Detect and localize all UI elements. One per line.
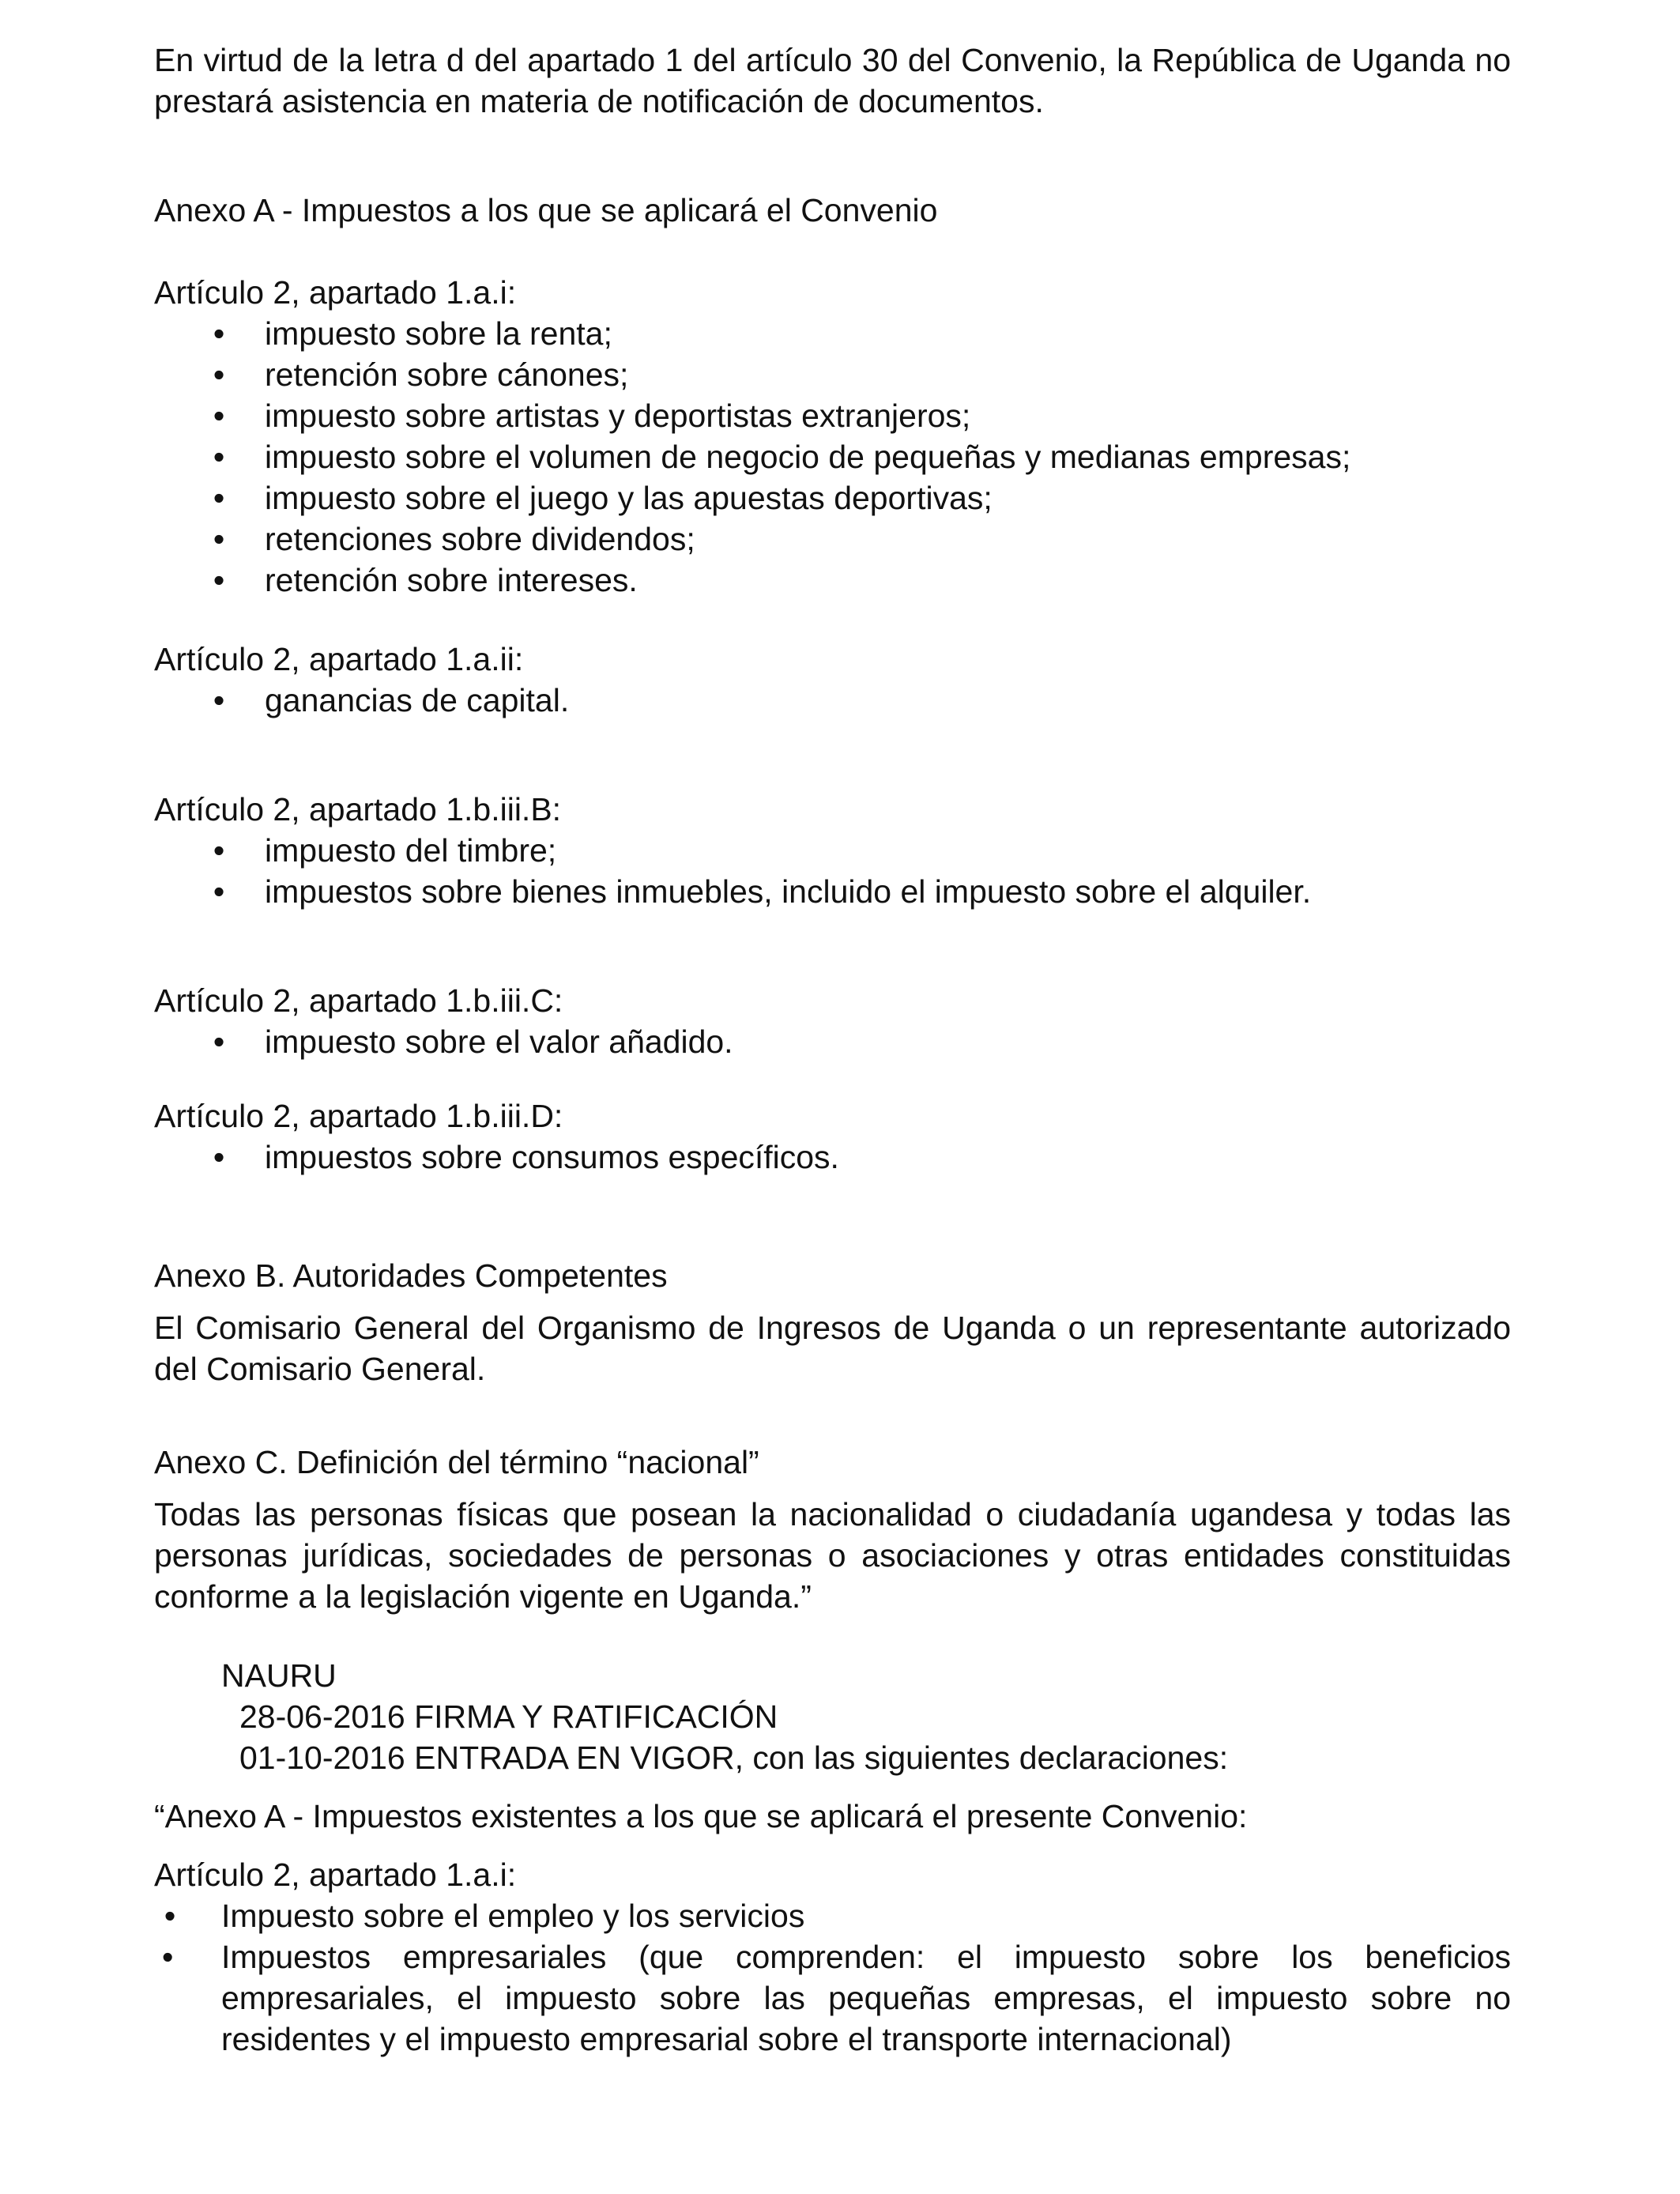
list-item: • impuestos sobre bienes inmuebles, incluido el impuesto sobre el alquiler. xyxy=(154,871,1511,912)
bullet-icon: • xyxy=(162,1939,174,1975)
list-item: • impuesto sobre artistas y deportistas extranjeros; xyxy=(154,395,1511,436)
bullet-icon: • xyxy=(213,439,225,475)
annex-b-text: El Comisario General del Organismo de Ingresos de Uganda o un representante autorizado del Comisario General. xyxy=(154,1310,1511,1387)
article-heading: Artículo 2, apartado 1.a.ii: xyxy=(154,641,524,677)
list-item: • impuesto sobre la renta; xyxy=(154,313,1511,354)
annex-c-text: Todas las personas físicas que posean la nacionalidad o ciudadanía ugandesa y todas las personas jurídicas, sociedades de personas o asociaciones y otras entidades constituidas conforme a la legislación vigente en Uganda.” xyxy=(154,1496,1511,1615)
list-item: • impuesto sobre el juego y las apuestas deportivas; xyxy=(154,477,1511,518)
bullet-icon: • xyxy=(213,873,225,910)
list-item: • retención sobre cánones; xyxy=(154,354,1511,395)
bullet-list xyxy=(154,1137,1511,1178)
article-heading: Artículo 2, apartado 1.a.i: xyxy=(154,274,517,311)
bullet-list xyxy=(154,313,1511,601)
list-item: • impuestos sobre consumos específicos. xyxy=(154,1137,1511,1178)
bullet-icon: • xyxy=(213,315,225,352)
bullet-list xyxy=(154,830,1511,912)
bullet-icon: • xyxy=(213,682,225,718)
bullet-icon: • xyxy=(213,521,225,557)
article-heading: Artículo 2, apartado 1.b.iii.B: xyxy=(154,791,562,827)
annex-b-title: Anexo B. Autoridades Competentes xyxy=(154,1257,668,1294)
bullet-list xyxy=(154,680,1511,721)
article-heading: Artículo 2, apartado 1.a.i: xyxy=(154,1857,517,1893)
bullet-icon: • xyxy=(213,398,225,434)
signature-date: 28-06-2016 FIRMA Y RATIFICACIÓN xyxy=(239,1698,778,1735)
bullet-icon: • xyxy=(213,1023,225,1060)
bullet-icon: • xyxy=(213,832,225,869)
document-page xyxy=(154,40,1511,2060)
bullet-list xyxy=(154,1895,1511,2060)
bullet-icon: • xyxy=(164,1898,176,1934)
annex-c-title: Anexo C. Definición del término “nacional” xyxy=(154,1444,759,1480)
list-item: • retenciones sobre dividendos; xyxy=(154,518,1511,560)
list-item: • Impuestos empresariales (que comprenden: el impuesto sobre los beneficios empresariales, el impuesto sobre las pequeñas empresas, el impuesto sobre no residentes y el impuesto empresarial sobre el transporte internacional) xyxy=(154,1936,1511,2060)
bullet-icon: • xyxy=(213,480,225,516)
annex-a-title: Anexo A - Impuestos a los que se aplicará el Convenio xyxy=(154,192,938,228)
list-item: • impuesto sobre el volumen de negocio de pequeñas y medianas empresas; xyxy=(154,436,1511,477)
bullet-icon: • xyxy=(213,562,225,598)
list-item: • impuesto sobre el valor añadido. xyxy=(154,1021,1511,1062)
list-item: • impuesto del timbre; xyxy=(154,830,1511,871)
article-heading: Artículo 2, apartado 1.b.iii.C: xyxy=(154,982,563,1019)
article-heading: Artículo 2, apartado 1.b.iii.D: xyxy=(154,1098,563,1134)
bullet-list xyxy=(154,1021,1511,1062)
bullet-icon: • xyxy=(213,356,225,393)
intro-paragraph: En virtud de la letra d del apartado 1 del artículo 30 del Convenio, la República de Uganda no prestará asistencia en materia de notificación de documentos. xyxy=(154,42,1511,119)
list-item: • ganancias de capital. xyxy=(154,680,1511,721)
bullet-icon: • xyxy=(213,1139,225,1175)
list-item: • Impuesto sobre el empleo y los servicios xyxy=(154,1895,1511,1936)
country-name: NAURU xyxy=(221,1657,337,1694)
nauru-annex-a-title: “Anexo A - Impuestos existentes a los que se aplicará el presente Convenio: xyxy=(154,1798,1248,1834)
entry-into-force: 01-10-2016 ENTRADA EN VIGOR, con las siguientes declaraciones: xyxy=(239,1740,1229,1776)
list-item: • retención sobre intereses. xyxy=(154,560,1511,601)
